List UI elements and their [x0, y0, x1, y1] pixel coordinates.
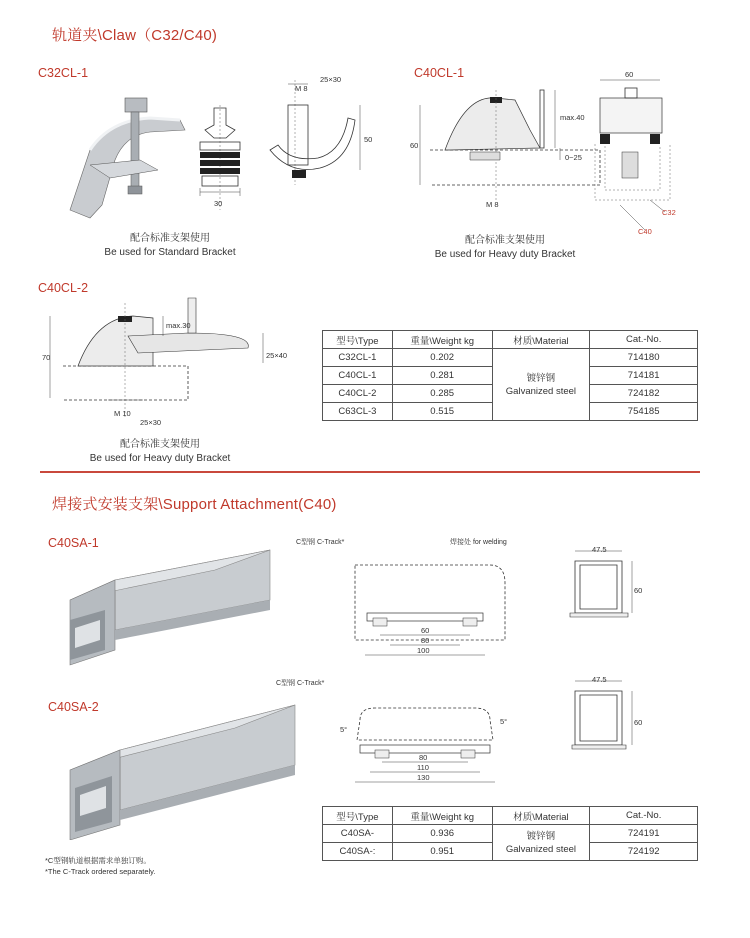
c40cl1-end-view [595, 80, 670, 230]
c40cl1-caption-en: Be used for Heavy duty Bracket [434, 249, 576, 260]
cell-catno: 714181 [590, 367, 698, 385]
c32cl1-caption-en: Be used for Standard Bracket [104, 247, 236, 258]
header-material: 材质\Material [492, 331, 590, 349]
c40sa1-end-drawing [560, 543, 650, 633]
dim-25x40: 25×40 [266, 351, 288, 360]
c32cl1-drawings [30, 70, 390, 230]
c32cl1-label: C32CL-1 [38, 66, 89, 80]
c40sa1-label: C40SA-1 [48, 536, 99, 550]
dim-80-sa1: 80 [421, 636, 430, 645]
header-catno: Cat.-No. [590, 331, 698, 349]
c40cl2-dims [38, 288, 288, 428]
label-c32: C32 [662, 208, 676, 217]
table-row [323, 825, 698, 843]
cell-weight: 0.281 [392, 367, 492, 385]
c40sa1-render [55, 540, 305, 670]
cell-material [492, 349, 590, 421]
dim-60v-sa2: 60 [634, 718, 643, 727]
c40sa1-side-drawing [345, 545, 545, 665]
dim-max30: max.30 [166, 321, 191, 330]
table-header-row [323, 331, 698, 349]
dim-130-sa2: 130 [417, 773, 430, 782]
cell-type: C40CL-1 [323, 367, 393, 385]
dim-60-width: 60 [625, 70, 634, 79]
c40sa2-end-drawing [560, 673, 650, 768]
c32cl1-front-view [270, 80, 360, 185]
cell-catno: 724191 [590, 825, 698, 843]
dim-60v-sa1: 60 [634, 586, 643, 595]
section-divider [40, 471, 700, 473]
c40cl1-drawings [410, 70, 700, 235]
cell-weight: 0.936 [392, 825, 492, 843]
claw-section-title: 轨道夹\Claw（C32/C40) [52, 27, 218, 44]
dim-max40: max.40 [560, 113, 585, 122]
header-weight: 重量\Weight kg [392, 807, 492, 825]
dim-m10: M 10 [114, 409, 131, 418]
dim-60-height: 60 [410, 141, 419, 150]
cell-material [492, 825, 590, 861]
dim-0-25: 0~25 [565, 153, 582, 162]
dim-47-5-sa2: 47.5 [592, 675, 607, 684]
c40sa2-side-drawing [335, 690, 545, 790]
claw-spec-table [322, 330, 698, 421]
cell-type: C40CL-2 [323, 385, 393, 403]
cell-weight: 0.202 [392, 349, 492, 367]
c40cl2-label: C40CL-2 [38, 281, 89, 295]
dim-25x30-a: 25×30 [320, 75, 342, 84]
c40sa2-render [60, 690, 310, 840]
note-en: *The C-Track ordered separately. [45, 867, 156, 876]
dim-deg-right: 5° [500, 717, 508, 726]
c40cl2-caption-en: Be used for Heavy duty Bracket [89, 453, 231, 464]
c40sa1-ctrack-label: C型钢 C-Track* [296, 539, 345, 546]
note-cn: *C型钢轨道根据需求单独订购。 [45, 856, 151, 865]
cell-weight: 0.285 [392, 385, 492, 403]
dim-110-sa2: 110 [417, 763, 429, 772]
dim-25x30-b: 25×30 [140, 418, 162, 427]
header-weight: 重量\Weight kg [392, 331, 492, 349]
header-catno: Cat.-No. [590, 807, 698, 825]
material-cn: 镀锌钢 [526, 372, 556, 384]
dim-70: 70 [42, 353, 51, 362]
dim-30: 30 [214, 199, 223, 208]
dim-50: 50 [364, 135, 373, 144]
dim-60-sa1: 60 [421, 626, 430, 635]
dim-100-sa1: 100 [417, 646, 430, 655]
cell-type: C32CL-1 [323, 349, 393, 367]
support-spec-table [322, 806, 698, 861]
cell-catno: 754185 [590, 403, 698, 421]
c40cl1-caption-cn: 配合标准支架使用 [465, 235, 545, 246]
cell-type: C40SA-: [323, 843, 393, 861]
material-en: Galvanized steel [505, 385, 577, 397]
support-section-title: 焊接式安装支架\Support Attachment(C40) [52, 496, 337, 513]
dim-47-5-sa1: 47.5 [592, 545, 607, 554]
material-en: Galvanized steel [505, 843, 577, 855]
material-cn: 镀锌钢 [526, 830, 556, 842]
c40cl1-section-view [420, 90, 600, 200]
c40cl1-label: C40CL-1 [414, 66, 465, 80]
dim-80-sa2: 80 [419, 753, 428, 762]
c40sa2-ctrack-label: C型钢 C-Track* [276, 680, 325, 687]
cell-catno: 714180 [590, 349, 698, 367]
cell-weight: 0.951 [392, 843, 492, 861]
cell-catno: 724192 [590, 843, 698, 861]
table-row [323, 349, 698, 367]
header-type: 型号\Type [323, 807, 393, 825]
cell-type: C40SA- [323, 825, 393, 843]
c32cl1-side-view [200, 105, 240, 210]
dim-m8-b: M 8 [486, 200, 499, 209]
table-header-row [323, 807, 698, 825]
dim-deg-left: 5° [340, 725, 348, 734]
c40sa2-label: C40SA-2 [48, 700, 99, 714]
c40sa1-weld-label: 焊接处 for welding [450, 539, 507, 546]
c40cl2-caption-cn: 配合标准支架使用 [120, 439, 200, 450]
c32cl1-caption-cn: 配合标准支架使用 [130, 233, 210, 244]
label-c40: C40 [638, 227, 652, 235]
header-type: 型号\Type [323, 331, 393, 349]
cell-catno: 724182 [590, 385, 698, 403]
dim-m8-a: M 8 [295, 84, 308, 93]
cell-type: C63CL-3 [323, 403, 393, 421]
c32cl1-clamp-render [70, 98, 185, 218]
header-material: 材质\Material [492, 807, 590, 825]
cell-weight: 0.515 [392, 403, 492, 421]
